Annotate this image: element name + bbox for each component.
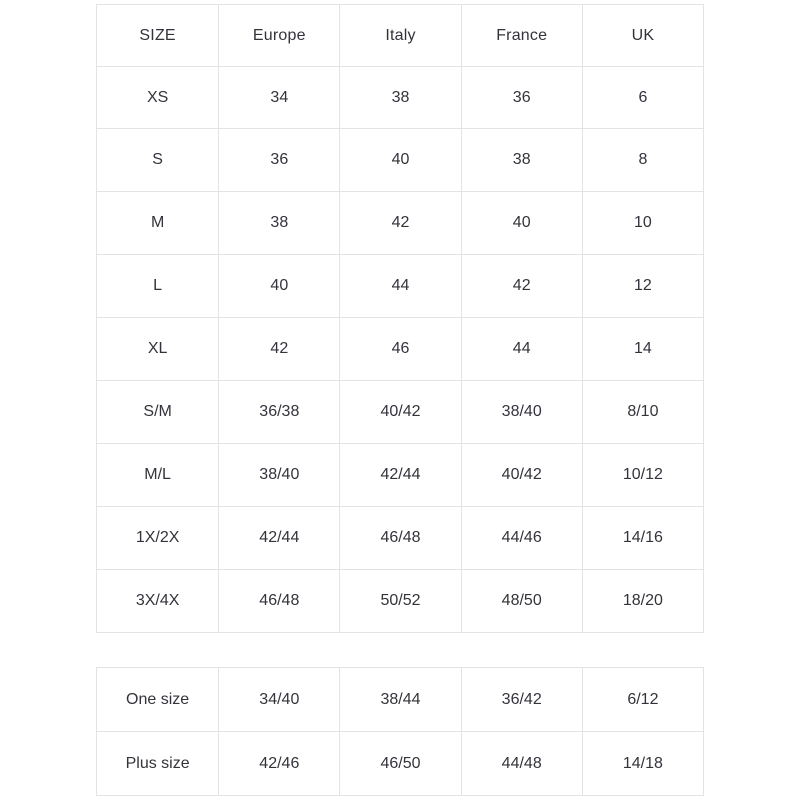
cell-italy: 46/48 bbox=[340, 507, 461, 570]
cell-france: 44/48 bbox=[461, 732, 582, 796]
cell-france: 48/50 bbox=[461, 570, 582, 633]
table-row bbox=[97, 318, 704, 381]
cell-france: 36/42 bbox=[461, 668, 582, 732]
cell-europe: 42 bbox=[219, 318, 340, 381]
cell-france: 44 bbox=[461, 318, 582, 381]
table-row bbox=[97, 732, 704, 796]
table-row bbox=[97, 67, 704, 129]
cell-italy: 40 bbox=[340, 129, 461, 192]
cell-uk: 8 bbox=[582, 129, 703, 192]
table-row bbox=[97, 444, 704, 507]
cell-europe: 36/38 bbox=[219, 381, 340, 444]
cell-europe: 40 bbox=[219, 255, 340, 318]
row-label: L bbox=[97, 255, 219, 318]
cell-europe: 34 bbox=[219, 67, 340, 129]
cell-france: 42 bbox=[461, 255, 582, 318]
row-label: Plus size bbox=[97, 732, 219, 796]
cell-italy: 50/52 bbox=[340, 570, 461, 633]
cell-italy: 44 bbox=[340, 255, 461, 318]
cell-europe: 38 bbox=[219, 192, 340, 255]
column-header-size: SIZE bbox=[97, 5, 219, 67]
cell-france: 38/40 bbox=[461, 381, 582, 444]
table-row bbox=[97, 129, 704, 192]
cell-france: 40 bbox=[461, 192, 582, 255]
cell-uk: 14/16 bbox=[582, 507, 703, 570]
cell-france: 40/42 bbox=[461, 444, 582, 507]
column-header-italy: Italy bbox=[340, 5, 461, 67]
main-table-body bbox=[97, 67, 704, 633]
table-row bbox=[97, 255, 704, 318]
cell-uk: 6 bbox=[582, 67, 703, 129]
table-row bbox=[97, 381, 704, 444]
cell-uk: 8/10 bbox=[582, 381, 703, 444]
column-header-europe: Europe bbox=[219, 5, 340, 67]
secondary-table-body bbox=[97, 668, 704, 796]
cell-uk: 10 bbox=[582, 192, 703, 255]
cell-europe: 42/44 bbox=[219, 507, 340, 570]
row-label: 1X/2X bbox=[97, 507, 219, 570]
table-header-row bbox=[97, 5, 704, 67]
cell-italy: 46 bbox=[340, 318, 461, 381]
cell-france: 36 bbox=[461, 67, 582, 129]
cell-italy: 42 bbox=[340, 192, 461, 255]
table-row bbox=[97, 507, 704, 570]
row-label: M/L bbox=[97, 444, 219, 507]
cell-europe: 42/46 bbox=[219, 732, 340, 796]
column-header-france: France bbox=[461, 5, 582, 67]
table-row bbox=[97, 570, 704, 633]
row-label: One size bbox=[97, 668, 219, 732]
cell-france: 44/46 bbox=[461, 507, 582, 570]
row-label: S bbox=[97, 129, 219, 192]
table-row bbox=[97, 192, 704, 255]
cell-italy: 38/44 bbox=[340, 668, 461, 732]
main-size-table bbox=[96, 4, 704, 633]
row-label: S/M bbox=[97, 381, 219, 444]
cell-italy: 46/50 bbox=[340, 732, 461, 796]
secondary-size-table bbox=[96, 667, 704, 796]
cell-uk: 12 bbox=[582, 255, 703, 318]
cell-italy: 42/44 bbox=[340, 444, 461, 507]
secondary-size-table-container bbox=[96, 667, 704, 796]
main-table-header bbox=[97, 5, 704, 67]
cell-europe: 46/48 bbox=[219, 570, 340, 633]
cell-uk: 14/18 bbox=[582, 732, 703, 796]
row-label: XL bbox=[97, 318, 219, 381]
cell-uk: 14 bbox=[582, 318, 703, 381]
cell-uk: 10/12 bbox=[582, 444, 703, 507]
row-label: M bbox=[97, 192, 219, 255]
cell-europe: 38/40 bbox=[219, 444, 340, 507]
cell-italy: 40/42 bbox=[340, 381, 461, 444]
column-header-uk: UK bbox=[582, 5, 703, 67]
main-size-table-container bbox=[96, 4, 704, 633]
cell-europe: 34/40 bbox=[219, 668, 340, 732]
table-row bbox=[97, 668, 704, 732]
cell-italy: 38 bbox=[340, 67, 461, 129]
cell-uk: 18/20 bbox=[582, 570, 703, 633]
row-label: XS bbox=[97, 67, 219, 129]
cell-uk: 6/12 bbox=[582, 668, 703, 732]
cell-france: 38 bbox=[461, 129, 582, 192]
cell-europe: 36 bbox=[219, 129, 340, 192]
row-label: 3X/4X bbox=[97, 570, 219, 633]
